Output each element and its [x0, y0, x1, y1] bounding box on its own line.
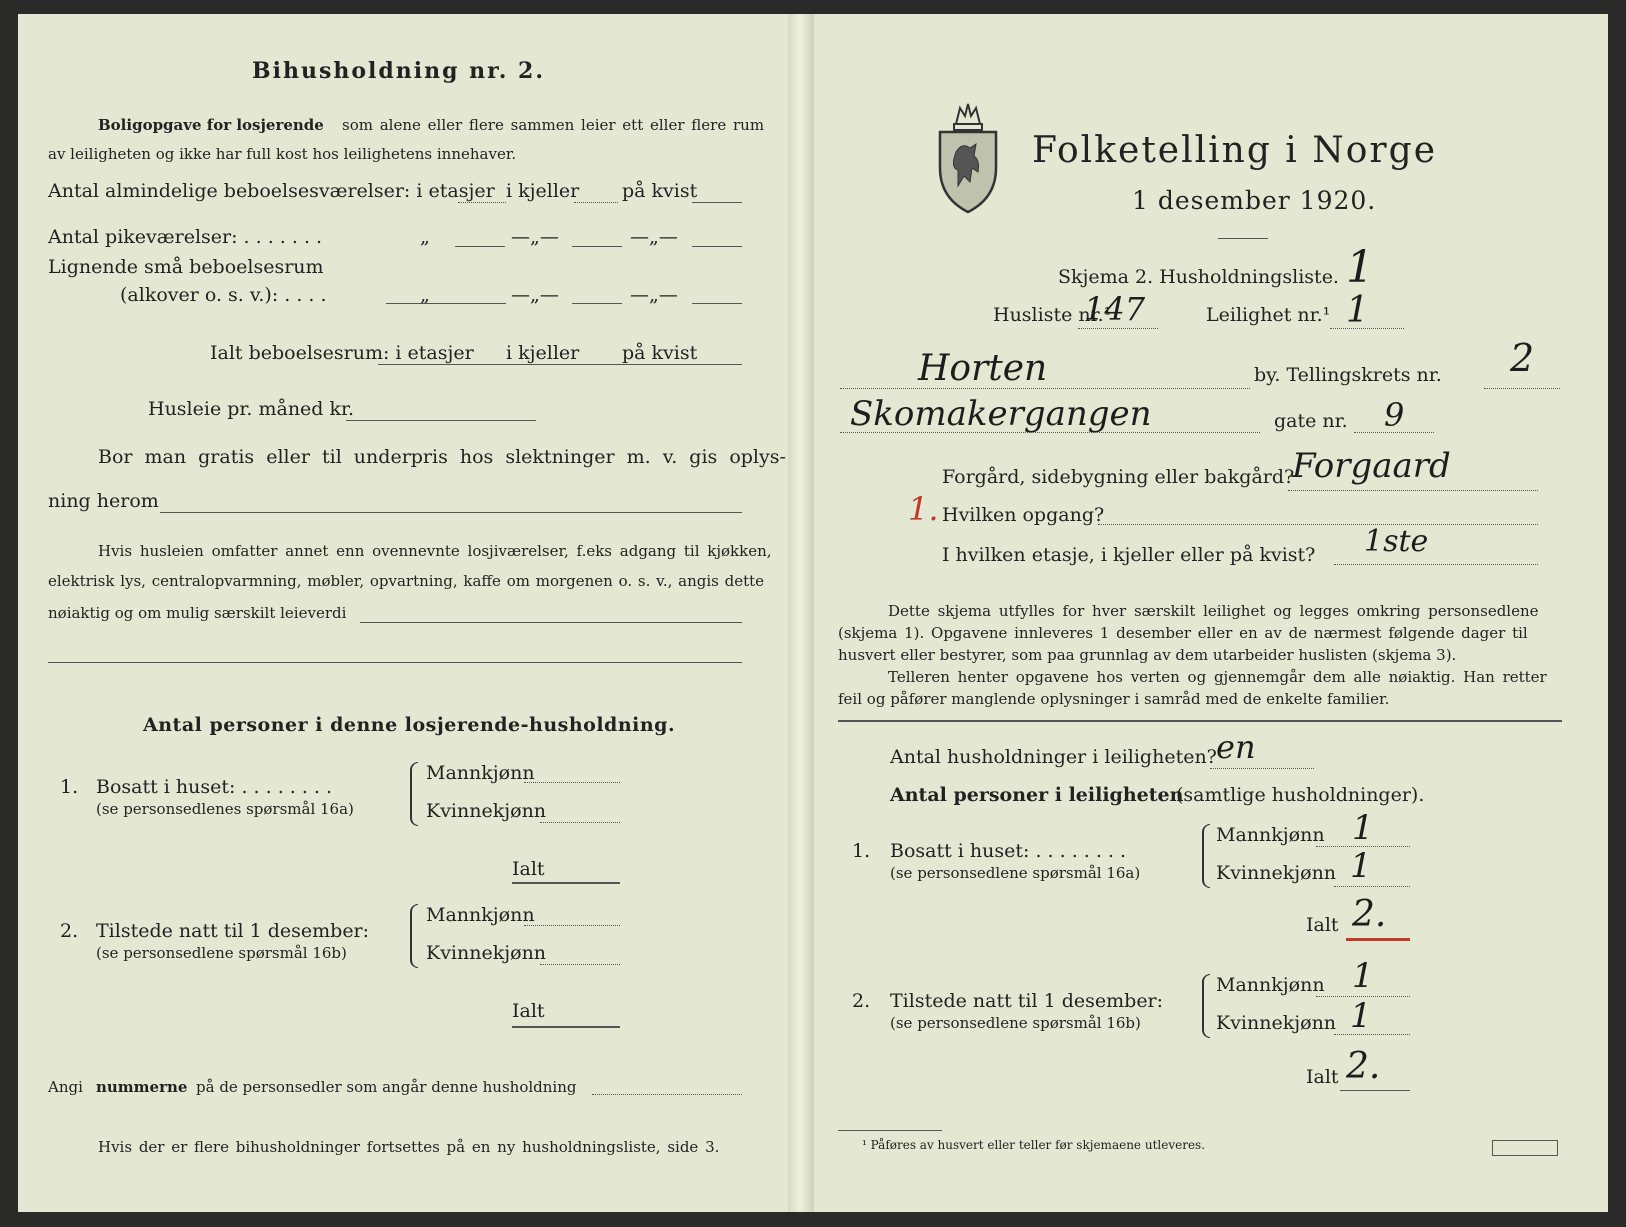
left-title: Bihusholdning nr. 2. [252, 58, 545, 84]
opgang-red-mark: 1. [908, 490, 939, 528]
left-q1-ialt-field[interactable] [512, 882, 620, 884]
left-q2-kvinne-label: Kvinnekjønn [426, 942, 547, 964]
ialt-kjeller-label: i kjeller [506, 342, 580, 364]
right-q2-mann-label: Mannkjønn [1216, 974, 1325, 996]
left-q1-kvinne-label: Kvinnekjønn [426, 800, 547, 822]
pike-dash-1: —„— [511, 226, 559, 248]
right-q1-kvinne-hw: 1 [1350, 846, 1372, 886]
intro-line-2: av leiligheten og ikke har full kost hos leilighetens innehaver. [48, 145, 517, 163]
info-para-3: husvert eller bestyrer, som paa grunnlag av dem utarbeider huslisten (skjema 3). [838, 646, 1457, 664]
antal-hush-field[interactable] [1210, 768, 1314, 769]
lign-field-3[interactable] [692, 303, 742, 304]
lign-quote: „ [420, 284, 430, 306]
right-q2-kvinne-label: Kvinnekjønn [1216, 1012, 1337, 1034]
right-q1-mann-hw: 1 [1352, 808, 1374, 848]
ialt-kvist-label: på kvist [622, 342, 698, 364]
left-q2-mann-field[interactable] [524, 925, 620, 926]
left-q1-ialt-label: Ialt [512, 858, 545, 880]
right-q2-brace [1202, 974, 1210, 1038]
left-q2-label: Tilstede natt til 1 desember: [96, 920, 370, 942]
info-rule [838, 720, 1562, 722]
right-q1-label: Bosatt i huset: . . . . . . . . [890, 840, 1127, 862]
hvis-line-1: Hvis husleien omfatter annet enn ovennevnte losjiværelser, f.eks adgang til kjøkken, [98, 542, 772, 560]
coat-of-arms-icon [934, 98, 1002, 216]
footnote: ¹ Påføres av husvert eller teller før skjemaene utleveres. [862, 1138, 1206, 1152]
left-q2-sub: (se personsedlene spørsmål 16b) [96, 944, 347, 962]
krets-hw: 2 [1510, 336, 1535, 380]
gate-label: gate nr. [1274, 410, 1348, 432]
leilighet-field[interactable] [1330, 328, 1404, 329]
right-q1-ialt-label: Ialt [1306, 914, 1339, 936]
husleie-label: Husleie pr. måned kr. [148, 398, 355, 420]
opgang-label: Hvilken opgang? [942, 504, 1105, 526]
husliste-field[interactable] [1078, 328, 1158, 329]
bor-line-1: Bor man gratis eller til underpris hos slektninger m. v. gis oplys- [98, 446, 786, 468]
ialt-rum-label: Ialt beboelsesrum: i etasjer [210, 342, 474, 364]
right-q2-sub: (se personsedlene spørsmål 16b) [890, 1014, 1141, 1032]
antal-hush-hw: en [1216, 728, 1256, 766]
main-title: Folketelling i Norge [1032, 130, 1437, 171]
krets-field[interactable] [1484, 388, 1560, 389]
leieverdi-field-2[interactable] [48, 662, 742, 663]
right-q1-mann-label: Mannkjønn [1216, 824, 1325, 846]
by-label: by. Tellingskrets nr. [1254, 364, 1442, 386]
right-q2-num: 2. [852, 990, 871, 1012]
left-q2-ialt-label: Ialt [512, 1000, 545, 1022]
pike-label: Antal pikeværelser: . . . . . . . [48, 226, 323, 248]
leilighet-label: Leilighet nr.¹ [1206, 304, 1331, 326]
kvist-field[interactable] [692, 202, 742, 203]
right-q2-kvinne-field[interactable] [1334, 1034, 1410, 1035]
forgaard-label: Forgård, sidebygning eller bakgård? [942, 466, 1295, 488]
leieverdi-field[interactable] [360, 622, 742, 623]
kjeller-field[interactable] [574, 202, 618, 203]
gate-nr-field[interactable] [1354, 432, 1434, 433]
page-fold [788, 14, 814, 1212]
left-footer: Hvis der er flere bihusholdninger fortsettes på en ny husholdningsliste, side 3. [98, 1138, 720, 1156]
lign-dash-1: —„— [511, 284, 559, 306]
pike-quote: „ [420, 226, 430, 248]
right-q1-brace [1202, 824, 1210, 888]
left-antal-pers-heading: Antal personer i denne losjerende-husholdning. [143, 714, 676, 736]
info-para-2: (skjema 1). Opgavene innleveres 1 desember eller en av de nærmest følgende dager til [838, 624, 1528, 642]
left-q2-mann-label: Mannkjønn [426, 904, 535, 926]
skjema-hw: 1 [1346, 242, 1374, 293]
intro-bold: Boligopgave for losjerende [98, 116, 324, 134]
info-para-5: feil og påfører manglende oplysninger i samråd med de enkelte familier. [838, 690, 1390, 708]
kjeller-label: i kjeller [506, 180, 580, 202]
pike-field-2[interactable] [572, 246, 622, 247]
left-q1-kvinne-field[interactable] [540, 822, 620, 823]
antal-alm-label: Antal almindelige beboelsesværelser: i etasjer [48, 180, 495, 202]
opgang-field[interactable] [1098, 524, 1538, 525]
left-q1-sub: (se personsedlenes spørsmål 16a) [96, 800, 354, 818]
intro-line-1: som alene eller flere sammen leier ett eller flere rum [342, 116, 765, 134]
right-q1-kvinne-label: Kvinnekjønn [1216, 862, 1337, 884]
lign-label-2: (alkover o. s. v.): . . . . [120, 284, 327, 306]
etasje-label: I hvilken etasje, i kjeller eller på kvist? [942, 544, 1316, 566]
left-q1-label: Bosatt i huset: . . . . . . . . [96, 776, 333, 798]
by-field[interactable] [840, 388, 1250, 389]
right-q2-label: Tilstede natt til 1 desember: [890, 990, 1164, 1012]
gate-hw: Skomakergangen [850, 394, 1152, 434]
lign-field-2[interactable] [572, 303, 622, 304]
left-q2-brace [410, 904, 418, 968]
ialt-rum-line [378, 364, 742, 365]
etasjer-field[interactable] [458, 202, 506, 203]
antal-pers-rest: (samtlige husholdninger). [1176, 784, 1425, 806]
angi-bold: nummerne [96, 1078, 188, 1096]
right-q1-num: 1. [852, 840, 871, 862]
left-q1-brace [410, 762, 418, 826]
etasje-hw: 1ste [1364, 524, 1429, 559]
right-q1-kvinne-field[interactable] [1334, 886, 1410, 887]
skjema-label: Skjema 2. Husholdningsliste. [1058, 266, 1339, 288]
husliste-label: Husliste nr.¹ [993, 304, 1112, 326]
right-q2-ialt-hw: 2. [1346, 1046, 1381, 1087]
by-hw: Horten [918, 348, 1048, 389]
bor-field[interactable] [160, 512, 742, 513]
leilighet-hw: 1 [1346, 290, 1369, 331]
lign-label-1: Lignende små beboelsesrum [48, 256, 324, 278]
right-q2-ialt-label: Ialt [1306, 1066, 1339, 1088]
right-q2-mann-hw: 1 [1352, 956, 1374, 996]
left-q2-kvinne-field[interactable] [540, 964, 620, 965]
right-q2-kvinne-hw: 1 [1350, 996, 1372, 1036]
angi-pre: Angi [48, 1078, 83, 1096]
info-para-1: Dette skjema utfylles for hver særskilt leilighet og legges omkring personsedlene [888, 602, 1539, 620]
pike-dash-2: —„— [630, 226, 678, 248]
forgaard-field[interactable] [1288, 490, 1538, 491]
left-q1-mann-label: Mannkjønn [426, 762, 535, 784]
info-para-4: Telleren henter opgavene hos verten og gjennemgår dem alle nøiaktig. Han retter [888, 668, 1547, 686]
etasje-field[interactable] [1334, 564, 1538, 565]
bor-line-2: ning herom [48, 490, 159, 512]
left-q2-ialt-field[interactable] [512, 1026, 620, 1028]
angi-field[interactable] [592, 1094, 742, 1095]
lign-dash-2: —„— [630, 284, 678, 306]
footnote-rule [838, 1130, 942, 1131]
angi-post: på de personsedler som angår denne husholdning [196, 1078, 577, 1096]
left-q1-mann-field[interactable] [524, 782, 620, 783]
hvis-line-2: elektrisk lys, centralopvarmning, møbler, opvartning, kaffe om morgenen o. s. v., angis dette [48, 572, 765, 590]
antal-pers-bold: Antal personer i leiligheten [890, 784, 1184, 806]
left-q1-num: 1. [60, 776, 79, 798]
pike-field-3[interactable] [692, 246, 742, 247]
left-q2-num: 2. [60, 920, 79, 942]
husleie-field[interactable] [346, 420, 536, 421]
hvis-line-3: nøiaktig og om mulig særskilt leieverdi [48, 604, 347, 622]
antal-hush-label: Antal husholdninger i leiligheten? [890, 746, 1217, 768]
gate-field[interactable] [840, 432, 1260, 433]
right-q1-sub: (se personsedlene spørsmål 16a) [890, 864, 1141, 882]
title-rule [1218, 238, 1268, 239]
forgaard-hw: Forgaard [1292, 446, 1451, 486]
lign-field-1[interactable] [386, 303, 506, 304]
pike-field-1[interactable] [455, 246, 505, 247]
right-q1-ialt-field[interactable] [1346, 938, 1410, 941]
kvist-label: på kvist [622, 180, 698, 202]
gate-nr-hw: 9 [1384, 396, 1405, 434]
printer-stamp [1492, 1140, 1558, 1156]
census-date: 1 desember 1920. [1132, 186, 1377, 215]
right-q1-ialt-hw: 2. [1352, 894, 1387, 935]
right-q2-ialt-field[interactable] [1340, 1090, 1410, 1091]
husliste-hw: 147 [1084, 290, 1146, 328]
